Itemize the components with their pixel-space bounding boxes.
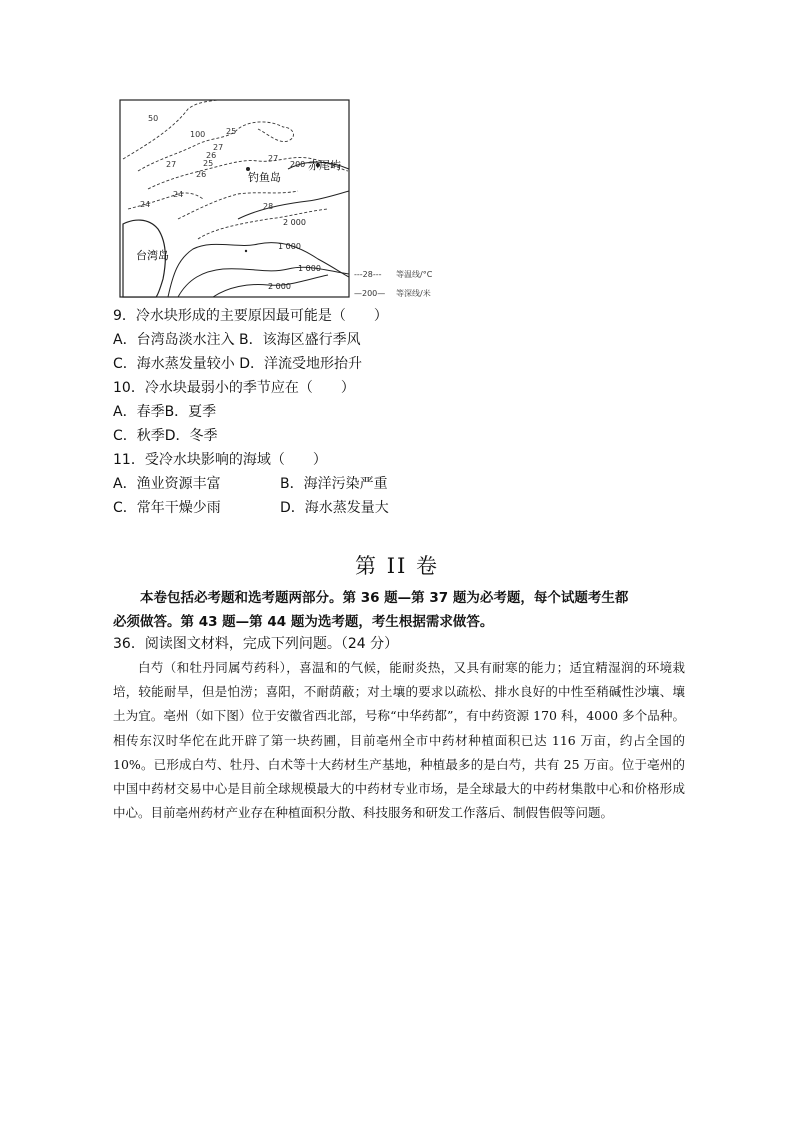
isotherm-label: 25 xyxy=(203,159,214,168)
isotherm-label: 24 xyxy=(140,200,151,209)
question-11-option-d: D．海水蒸发量大 xyxy=(280,500,389,516)
question-10-options-2: C．秋季D．冬季 xyxy=(113,428,218,444)
question-11-option-a: A．渔业资源丰富 xyxy=(113,476,221,492)
question-11-option-c: C．常年干燥少雨 xyxy=(113,500,221,516)
isotherm-label: 28 xyxy=(263,202,274,211)
question-10-options-1: A．春季B．夏季 xyxy=(113,404,217,420)
legend-isotherm-label: 等温线/°C xyxy=(396,270,433,279)
question-10-stem: 10．冷水块最弱小的季节应在（ ） xyxy=(113,380,355,396)
depth-label: 2 000 xyxy=(283,218,306,227)
section-intro-line-2: 必须做答。第 43 题—第 44 题为选考题，考生根据需求做答。 xyxy=(113,614,494,630)
question-9-stem: 9．冷水块形成的主要原因最可能是（ ） xyxy=(113,308,388,324)
question-9-options-1: A．台湾岛淡水注入 B．该海区盛行季风 xyxy=(113,332,361,348)
depth-label: 1 000 xyxy=(298,264,321,273)
chiwei-label: 赤尾屿 xyxy=(308,159,341,172)
isotherm-label: 27 xyxy=(166,160,177,169)
taiwan-label: 台湾岛 xyxy=(136,249,169,262)
isotherm-label: 27 xyxy=(213,143,224,152)
question-11-stem: 11．受冷水块影响的海域（ ） xyxy=(113,452,327,468)
legend-isotherm-sample: ---28--- xyxy=(354,270,382,279)
legend-depth-label: 等深线/米 xyxy=(396,289,431,298)
isotherm-label: 26 xyxy=(206,151,217,160)
question-36-paragraph: 白芍（和牡丹同属芍药科），喜温和的气候，能耐炎热，又具有耐寒的能力；适宜精湿润的环境栽培，较能耐旱，但是怕涝；喜阳，不耐荫蔽；对土壤的要求以疏松、排水良好的中性至稍碱性沙壤、壤土为宜。亳州（如下图）位于安徽省西北部，号称“中华药都”，有中药资源 170 科，4000 多个品种。相传东汉时华佗在此开辟了第一块药圃，目前亳州全市中药材种植面积已达 116 万亩，约占全国的 10%。已形成白芍、牡丹、白术等十大药材生产基地，种植最多的是白芍，共有 25 万亩。位于亳州的中国中药材交易中心是目前全球规模最大的中药材专业市场，是全球最大的中药材集散中心和价格形成中心。目前亳州药材产业存在种植面积分散、科技服务和研发工作落后、制假售假等问题。 xyxy=(113,660,685,821)
diaoyu-label: 钓鱼岛 xyxy=(248,171,281,184)
isotherm-depth-map xyxy=(118,99,440,301)
isotherm-label: 26 xyxy=(196,170,207,179)
isotherm-label: 25 xyxy=(226,127,237,136)
depth-label: 200 xyxy=(290,160,306,169)
depth-label: 1 000 xyxy=(278,242,301,251)
section-title: 第 II 卷 xyxy=(355,554,439,578)
isotherm-label: 27 xyxy=(268,154,279,163)
section-intro-line-1: 本卷包括必考题和选考题两部分。第 36 题—第 37 题为必考题，每个试题考生都 xyxy=(140,590,629,606)
map-legend xyxy=(354,269,433,298)
question-11-option-b: B．海洋污染严重 xyxy=(280,476,388,492)
question-9-options-2: C．海水蒸发量较小 D．洋流受地形抬升 xyxy=(113,356,363,372)
isotherm-label: 50 xyxy=(148,114,159,123)
isotherm-label: 24 xyxy=(173,190,184,199)
depth-label: 2 000 xyxy=(268,282,291,291)
legend-depth-sample: —200— xyxy=(354,289,386,298)
islet-dot xyxy=(245,250,247,252)
isotherm-label: 100 xyxy=(190,130,206,139)
question-36-stem: 36．阅读图文材料，完成下列问题。（24 分） xyxy=(113,636,399,652)
